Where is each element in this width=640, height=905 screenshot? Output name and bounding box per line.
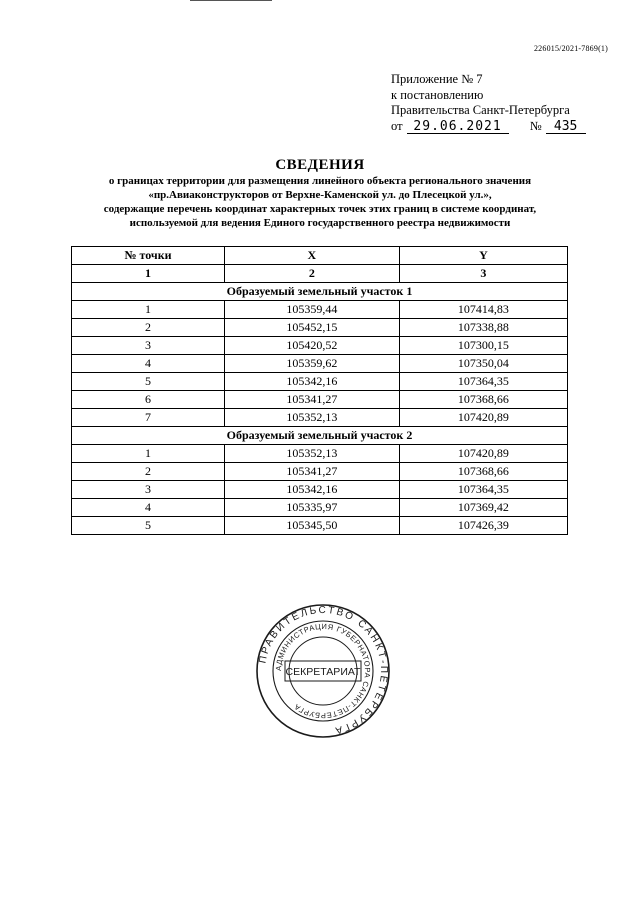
point-number-cell: 2 — [72, 463, 225, 481]
point-number-cell: 4 — [72, 499, 225, 517]
column-number: 1 — [72, 265, 225, 283]
table-row — [72, 409, 568, 427]
table-row — [72, 319, 568, 337]
table-row — [72, 499, 568, 517]
x-coordinate-cell: 105335,97 — [224, 499, 399, 517]
x-coordinate-cell: 105352,13 — [224, 409, 399, 427]
y-coordinate-cell: 107300,15 — [399, 337, 567, 355]
table-row — [72, 301, 568, 319]
x-coordinate-cell: 105359,44 — [224, 301, 399, 319]
appendix-line: к постановлению — [391, 87, 484, 102]
y-coordinate-cell: 107368,66 — [399, 463, 567, 481]
point-number-cell: 6 — [72, 391, 225, 409]
x-coordinate-cell: 105342,16 — [224, 373, 399, 391]
stamp-inner-text: АДМИНИСТРАЦИЯ ГУБЕРНАТОРА САНКТ-ПЕТЕРБУРГА — [273, 621, 373, 721]
section-title-row — [72, 283, 568, 301]
document-number: 226015/2021-7869(1) — [533, 44, 608, 53]
header-point-number: № точки — [72, 247, 225, 265]
point-number-cell: 7 — [72, 409, 225, 427]
appendix-line: Приложение № 7 — [391, 72, 483, 86]
y-coordinate-cell: 107338,88 — [399, 319, 567, 337]
y-coordinate-cell: 107350,04 — [399, 355, 567, 373]
y-coordinate-cell: 107414,83 — [399, 301, 567, 319]
title-heading: СВЕДЕНИЯ — [275, 157, 365, 173]
y-coordinate-cell: 107369,42 — [399, 499, 567, 517]
resolution-date-line — [391, 119, 586, 135]
section-title-row — [72, 427, 568, 445]
header-x: X — [224, 247, 399, 265]
appendix-line: Правительства Санкт-Петербурга — [391, 103, 570, 117]
table-row — [72, 445, 568, 463]
column-number: 2 — [224, 265, 399, 283]
header-y: Y — [399, 247, 567, 265]
column-number-row — [72, 265, 568, 283]
section-title: Образуемый земельный участок 1 — [72, 283, 568, 301]
table-row — [72, 517, 568, 535]
x-coordinate-cell: 105345,50 — [224, 517, 399, 535]
table-row — [72, 355, 568, 373]
title-line: «пр.Авиаконструкторов от Верхне-Каменской ул. до Плесецкой ул.», — [148, 189, 492, 201]
x-coordinate-cell: 105341,27 — [224, 391, 399, 409]
y-coordinate-cell: 107364,35 — [399, 481, 567, 499]
coordinates-table — [71, 246, 568, 535]
table-body — [72, 283, 568, 535]
x-coordinate-cell: 105342,16 — [224, 481, 399, 499]
resolution-date: 29.06.2021 — [407, 121, 509, 134]
point-number-cell: 1 — [72, 445, 225, 463]
title-line: содержащие перечень координат характерных точек этих границ в системе координат, — [103, 203, 537, 215]
point-number-cell: 5 — [72, 517, 225, 535]
secretariat-stamp — [255, 603, 391, 739]
number-prefix: № — [529, 118, 542, 133]
x-coordinate-cell: 105341,27 — [224, 463, 399, 481]
document-title — [0, 156, 640, 230]
stamp-outer-text: ПРАВИТЕЛЬСТВО САНКТ-ПЕТЕРБУРГА — [257, 604, 390, 737]
y-coordinate-cell: 107426,39 — [399, 517, 567, 535]
x-coordinate-cell: 105420,52 — [224, 337, 399, 355]
point-number-cell: 3 — [72, 337, 225, 355]
table-row — [72, 391, 568, 409]
y-coordinate-cell: 107368,66 — [399, 391, 567, 409]
top-rule — [190, 0, 272, 1]
stamp-center-text: СЕКРЕТАРИАТ — [285, 666, 361, 678]
x-coordinate-cell: 105359,62 — [224, 355, 399, 373]
y-coordinate-cell: 107420,89 — [399, 445, 567, 463]
table-row — [72, 373, 568, 391]
x-coordinate-cell: 105352,13 — [224, 445, 399, 463]
table-row — [72, 481, 568, 499]
y-coordinate-cell: 107420,89 — [399, 409, 567, 427]
date-prefix: от — [391, 118, 403, 133]
point-number-cell: 1 — [72, 301, 225, 319]
point-number-cell: 3 — [72, 481, 225, 499]
y-coordinate-cell: 107364,35 — [399, 373, 567, 391]
x-coordinate-cell: 105452,15 — [224, 319, 399, 337]
table-header-row — [72, 247, 568, 265]
title-line: о границах территории для размещения линейного объекта регионального значения — [108, 175, 532, 187]
point-number-cell: 4 — [72, 355, 225, 373]
title-line: используемой для ведения Единого государственного реестра недвижимости — [129, 217, 511, 229]
table-row — [72, 337, 568, 355]
table-row — [72, 463, 568, 481]
appendix-block — [391, 72, 586, 134]
point-number-cell: 2 — [72, 319, 225, 337]
point-number-cell: 5 — [72, 373, 225, 391]
section-title: Образуемый земельный участок 2 — [72, 427, 568, 445]
resolution-number: 435 — [546, 121, 586, 134]
column-number: 3 — [399, 265, 567, 283]
